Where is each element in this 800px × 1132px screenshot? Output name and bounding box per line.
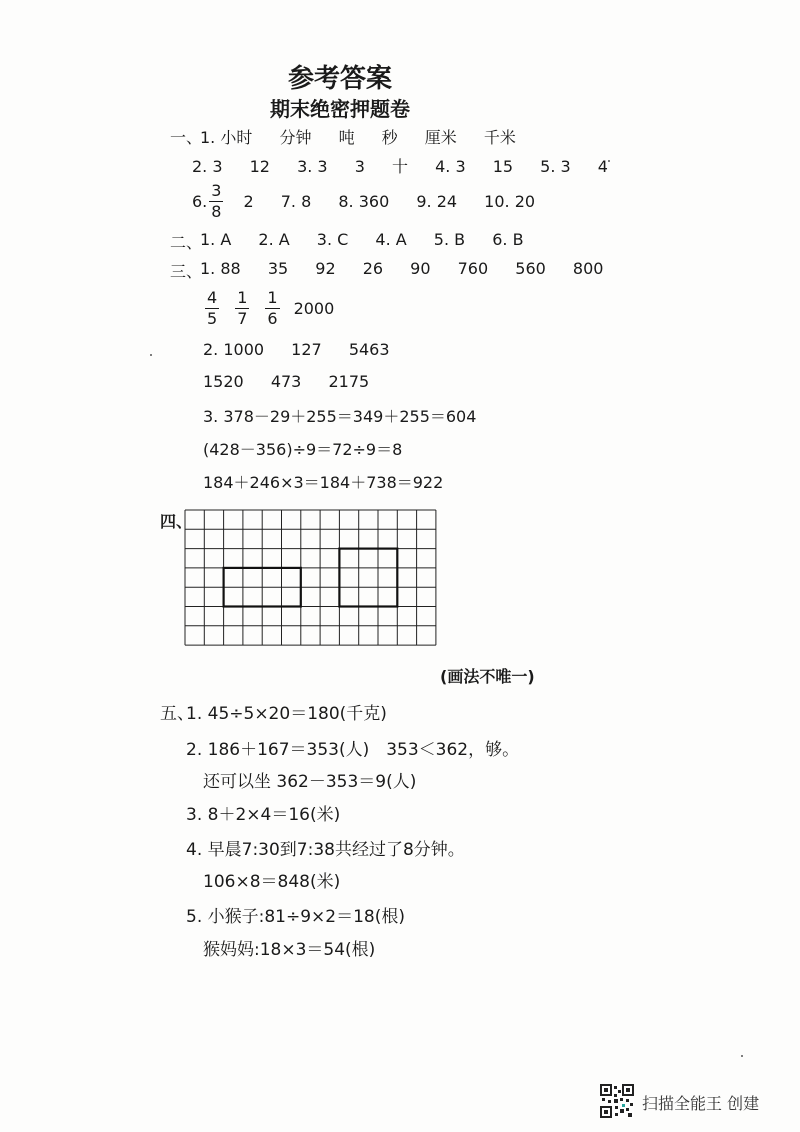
section2-row bbox=[200, 230, 524, 249]
fraction-numerator: 4 bbox=[207, 288, 218, 307]
solution-line: 5. 小猴子:81÷9×2＝18(根) bbox=[186, 907, 405, 927]
answer-item: 2. 1000 bbox=[203, 340, 265, 359]
section3-row1 bbox=[200, 259, 603, 278]
solution-line: 106×8＝848(米) bbox=[203, 872, 341, 892]
answer-item: 1. 小时 bbox=[200, 128, 253, 147]
section3-row3 bbox=[203, 340, 390, 359]
answer-item: 800 bbox=[572, 259, 604, 278]
fraction-numerator: 3 bbox=[211, 181, 222, 200]
answer-item: 1520 bbox=[203, 372, 244, 391]
fraction-denominator: 7 bbox=[237, 309, 248, 328]
scan-speck bbox=[608, 160, 610, 162]
answer-item: 473 bbox=[270, 372, 302, 391]
answer-item: 9. 24 bbox=[416, 192, 458, 211]
fraction bbox=[205, 290, 219, 327]
answer-item: 3. 3 bbox=[297, 157, 328, 176]
grid-drawing bbox=[183, 508, 437, 654]
watermark-text: 扫描全能王 创建 bbox=[642, 1094, 760, 1113]
answer-item: 35 bbox=[267, 259, 289, 278]
section3-fractions bbox=[203, 290, 334, 327]
scan-speck bbox=[741, 1055, 743, 1057]
solution-line: 2. 186＋167＝353(人) 353＜362，够。 bbox=[186, 740, 520, 760]
page-subtitle: 期末绝密押题卷 bbox=[270, 97, 410, 121]
section5-label: 五、 bbox=[160, 704, 194, 724]
page-title: 参考答案 bbox=[287, 64, 392, 94]
fraction bbox=[209, 183, 223, 220]
section2-label: 二、 bbox=[170, 233, 203, 252]
answer-rectangle bbox=[339, 549, 397, 607]
equation: 3. 378－29＋255＝349＋255＝604 bbox=[203, 407, 477, 426]
answer-item: 2 bbox=[243, 192, 254, 211]
answer-item: 1. A bbox=[200, 230, 232, 249]
answer-item: 分钟 bbox=[279, 128, 312, 147]
section1-row2 bbox=[192, 154, 608, 177]
answer-item: 3 bbox=[354, 157, 365, 176]
solution-line: 3. 8＋2×4＝16(米) bbox=[186, 805, 341, 825]
drawing-note: (画法不唯一) bbox=[440, 667, 535, 686]
answer-item: 560 bbox=[515, 259, 546, 278]
answer-item: 5463 bbox=[348, 340, 390, 359]
answer-item: 十 bbox=[391, 157, 408, 176]
answer-item: 4 bbox=[597, 157, 608, 176]
section1-label: 一、 bbox=[170, 128, 203, 147]
solution-line: 猴妈妈:18×3＝54(根) bbox=[203, 940, 376, 960]
fraction-denominator: 6 bbox=[267, 309, 278, 328]
answer-item: 26 bbox=[362, 259, 384, 278]
answer-item: 12 bbox=[249, 157, 270, 176]
answer-item: 6. bbox=[192, 192, 208, 211]
answer-item: 厘米 bbox=[424, 128, 457, 147]
answer-item: 92 bbox=[315, 259, 336, 278]
section1-row1 bbox=[200, 125, 516, 148]
answer-item: 3. C bbox=[316, 230, 349, 249]
answer-item: 5. 3 bbox=[540, 157, 571, 176]
answer-item: 1. 88 bbox=[200, 259, 241, 278]
solution-line: 还可以坐 362－353＝9(人) bbox=[203, 772, 417, 792]
solution-line: 4. 早晨7:30到7:38共经过了8分钟。 bbox=[186, 840, 465, 860]
fraction bbox=[235, 290, 249, 327]
fraction-denominator: 8 bbox=[211, 202, 222, 221]
answer-item: 127 bbox=[291, 340, 322, 359]
solution-line: 1. 45÷5×20＝180(千克) bbox=[186, 704, 387, 724]
answer-item: 760 bbox=[457, 259, 489, 278]
answer-item: 2000 bbox=[293, 299, 335, 318]
answer-item: 2. 3 bbox=[192, 157, 223, 176]
answer-item: 10. 20 bbox=[484, 192, 536, 211]
answer-item: 2175 bbox=[328, 372, 370, 391]
answer-item: 2. A bbox=[258, 230, 290, 249]
section1-row3 bbox=[192, 183, 535, 220]
answer-item: 6. B bbox=[492, 230, 524, 249]
equation: 184＋246×3＝184＋738＝922 bbox=[203, 473, 444, 492]
answer-item: 秒 bbox=[381, 128, 398, 147]
answer-item: 7. 8 bbox=[280, 192, 312, 211]
qr-code-icon bbox=[600, 1084, 634, 1118]
answer-item: 8. 360 bbox=[338, 192, 390, 211]
section3-row4 bbox=[203, 372, 369, 391]
fraction-numerator: 1 bbox=[237, 288, 248, 307]
scan-speck bbox=[150, 354, 152, 356]
equation: (428－356)÷9＝72÷9＝8 bbox=[203, 440, 403, 459]
fraction-denominator: 5 bbox=[207, 309, 218, 328]
answer-item: 90 bbox=[410, 259, 431, 278]
answer-item: 千米 bbox=[483, 128, 516, 147]
answer-item: 吨 bbox=[338, 128, 355, 147]
answer-item: 4. A bbox=[375, 230, 407, 249]
answer-item: 4. 3 bbox=[435, 157, 466, 176]
section4-label: 四、 bbox=[160, 512, 193, 531]
answer-item: 15 bbox=[492, 157, 514, 176]
answer-item: 5. B bbox=[433, 230, 466, 249]
fraction bbox=[265, 290, 279, 327]
fraction-numerator: 1 bbox=[267, 288, 278, 307]
section3-label: 三、 bbox=[170, 262, 203, 281]
